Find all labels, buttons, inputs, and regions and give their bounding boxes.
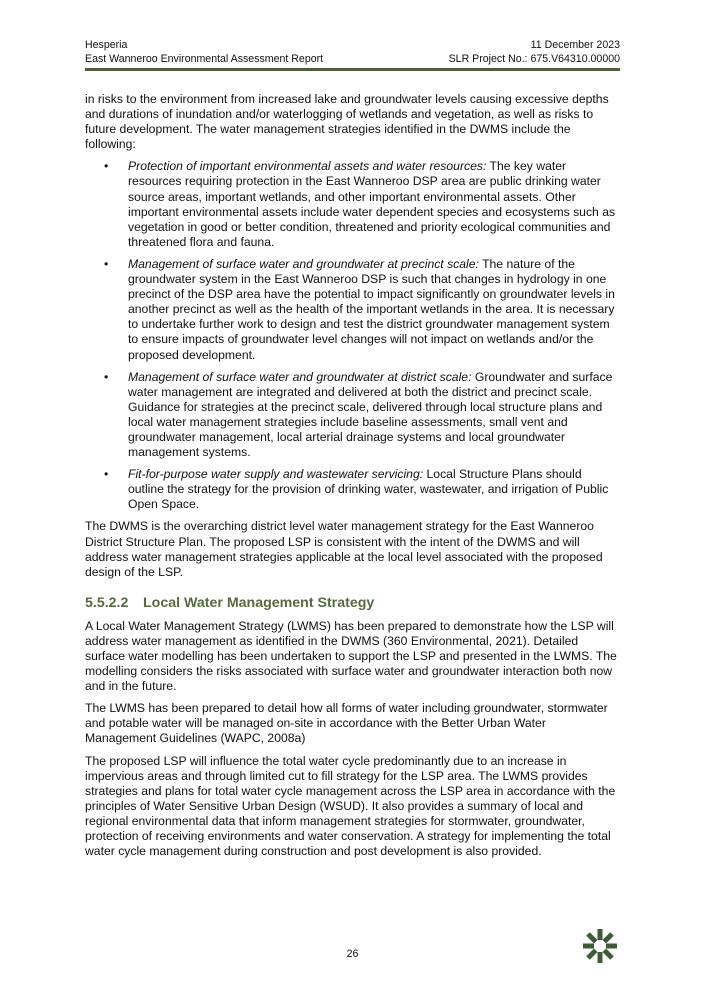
lwms-paragraph-3: The proposed LSP will influence the total water cycle predominantly due to an increase in impervious areas and through limited cut to fill strategy for the LSP area. The LWMS provides strategies and plans for total water cycle management across the LSP area in accordance with the principles of Water Sensitive Urban Design (WSUD). It also provides a summary of local and regional environmental data that inform management strategies for stormwater, groundwater, protection of receiving environments and water conservation. A strategy for implementing the total water cycle management during construction and post development is also provided. (85, 753, 616, 859)
bullet-icon: • (104, 159, 109, 174)
section-number: 5.5.2.2 (85, 594, 129, 611)
header-project-number: SLR Project No.: 675.V64310.00000 (448, 52, 620, 65)
lwms-paragraph-2: The LWMS has been prepared to detail how all forms of water including groundwater, stormwater and potable water will be managed on-site in accordance with the Better Urban Water Management Guidelines (WAPC, 2008a) (85, 701, 608, 746)
logo-mark (598, 952, 603, 963)
page-number: 26 (346, 948, 359, 960)
strategy-list (85, 159, 620, 512)
list-item-text: Local Structure Plans should outline the strategy for the provision of drinking water, wastewater, and irrigation of Public Open Space. (128, 467, 609, 512)
slr-logo-icon (580, 926, 620, 966)
list-item (85, 467, 620, 512)
header-row-2 (85, 53, 620, 67)
logo-mark (583, 944, 594, 949)
list-item-text: Groundwater and surface water management are integrated and delivered at both the district and precinct scale. Guidance for strategies at the precinct scale, delivered through local structure plans and local water management strategies include baseline assessments, small vent and groundwater management, local arterial drainage systems and local groundwater management systems. (128, 369, 613, 460)
list-item (85, 257, 620, 363)
bullet-icon: • (104, 467, 109, 482)
logo-mark (586, 948, 597, 959)
bullet-icon: • (104, 256, 109, 271)
list-item-lead: Management of surface water and groundwater at precinct scale: (128, 256, 479, 271)
list-item-lead: Management of surface water and groundwater at district scale: (128, 369, 472, 384)
header-divider (85, 68, 620, 71)
intro-paragraph: in risks to the environment from increased lake and groundwater levels causing excessive depths and durations of inundation and/or waterlogging of wetlands and vegetation, as well as risks to future development. The water management strategies identified in the DWMS include the following: (85, 92, 609, 152)
page-content (85, 92, 620, 866)
lwms-paragraph-1: A Local Water Management Strategy (LWMS) has been prepared to demonstrate how the LSP will address water management as identified in the DWMS (360 Environmental, 2021). Detailed surface water modelling has been undertaken to support the LSP and presented in the LWMS. The modelling considers the risks associated with surface water and groundwater interaction both now and in the future. (85, 618, 617, 694)
logo-mark (598, 929, 603, 940)
header-company: Hesperia (85, 39, 128, 51)
logo-mark (602, 932, 613, 943)
header-date: 11 December 2023 (530, 39, 620, 51)
header-row-1 (85, 39, 620, 53)
header-report-title: East Wanneroo Environmental Assessment Report (85, 52, 324, 65)
list-item (85, 159, 620, 250)
list-item-lead: Protection of important environmental assets and water resources: (128, 159, 487, 174)
dwms-paragraph: The DWMS is the overarching district level water management strategy for the East Wanneroo District Structure Plan. The proposed LSP is consistent with the intent of the DWMS and will address water management strategies applicable at the local level associated with the proposed design of the LSP. (85, 519, 603, 579)
section-heading (85, 594, 620, 612)
page-header (85, 39, 620, 66)
list-item-text: The nature of the groundwater system in the East Wanneroo DSP is such that changes in hydrology in one precinct of the DSP area have the potential to impact significantly on groundwater levels in another precinct as well as the health of the important wetlands in the area. It is necessary to undertake further work to design and test the district groundwater management system to ensure impacts of groundwater level changes will not impact on wetlands and/or the proposed development. (128, 256, 615, 362)
logo-mark (606, 944, 617, 949)
logo-mark (586, 932, 597, 943)
list-item-text: The key water resources requiring protection in the East Wanneroo DSP area are public drinking water source areas, important wetlands, and other important environmental assets. Other important environmental assets include water dependent species and ecosystems such as vegetation in good or better condition, threatened and priority ecological communities and threatened flora and fauna. (128, 159, 616, 249)
section-title: Local Water Management Strategy (143, 594, 375, 611)
list-item-lead: Fit-for-purpose water supply and wastewater servicing: (128, 467, 424, 482)
logo-mark (602, 948, 613, 959)
list-item (85, 370, 620, 461)
bullet-icon: • (104, 369, 109, 384)
